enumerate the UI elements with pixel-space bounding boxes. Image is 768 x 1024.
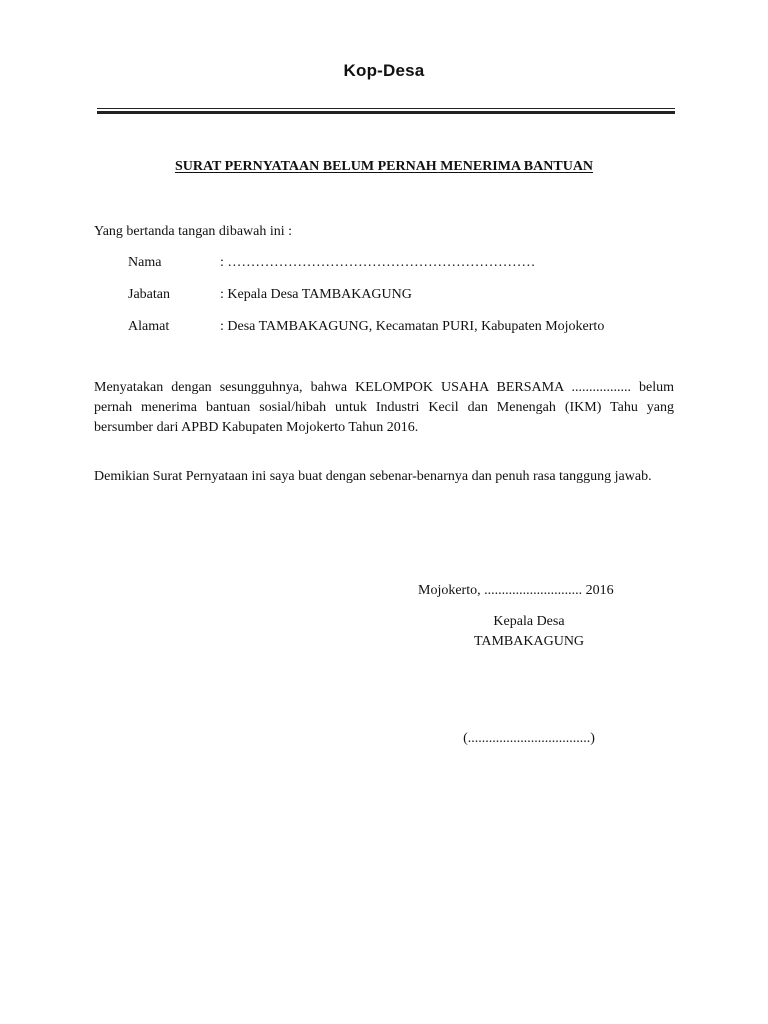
letterhead-rule-thick <box>97 111 675 114</box>
field-value-nama: : ………………………………………………………… <box>220 255 536 270</box>
letterhead-rule-thin <box>97 108 675 109</box>
intro-text: Yang bertanda tangan dibawah ini : <box>94 224 293 239</box>
signature-date-line: Mojokerto, ............................ 2016 <box>418 583 614 598</box>
field-label-nama: Nama <box>128 255 162 270</box>
signature-name-line: (...................................) <box>463 731 595 746</box>
document-title: SURAT PERNYATAAN BELUM PERNAH MENERIMA BANTUAN <box>174 159 594 174</box>
letterhead-title: Kop-Desa <box>343 61 425 80</box>
closing-paragraph: Demikian Surat Pernyataan ini saya buat dengan sebenar-benarnya dan penuh rasa tanggung jawab. <box>94 469 652 484</box>
signature-role: Kepala Desa <box>493 614 565 629</box>
statement-paragraph: Menyatakan dengan sesungguhnya, bahwa KELOMPOK USAHA BERSAMA ................. belum pernah menerima bantuan sosial/hibah untuk Industri Kecil dan Menengah (IKM) Tahu yang bersumber dari APBD Kabupaten Mojokerto Tahun 2016. <box>94 380 674 435</box>
field-label-jabatan: Jabatan <box>128 287 170 302</box>
field-value-alamat: : Desa TAMBAKAGUNG, Kecamatan PURI, Kabupaten Mojokerto <box>220 319 605 334</box>
signature-place: TAMBAKAGUNG <box>473 634 585 649</box>
field-label-alamat: Alamat <box>128 319 170 334</box>
field-value-jabatan: : Kepala Desa TAMBAKAGUNG <box>220 287 412 302</box>
